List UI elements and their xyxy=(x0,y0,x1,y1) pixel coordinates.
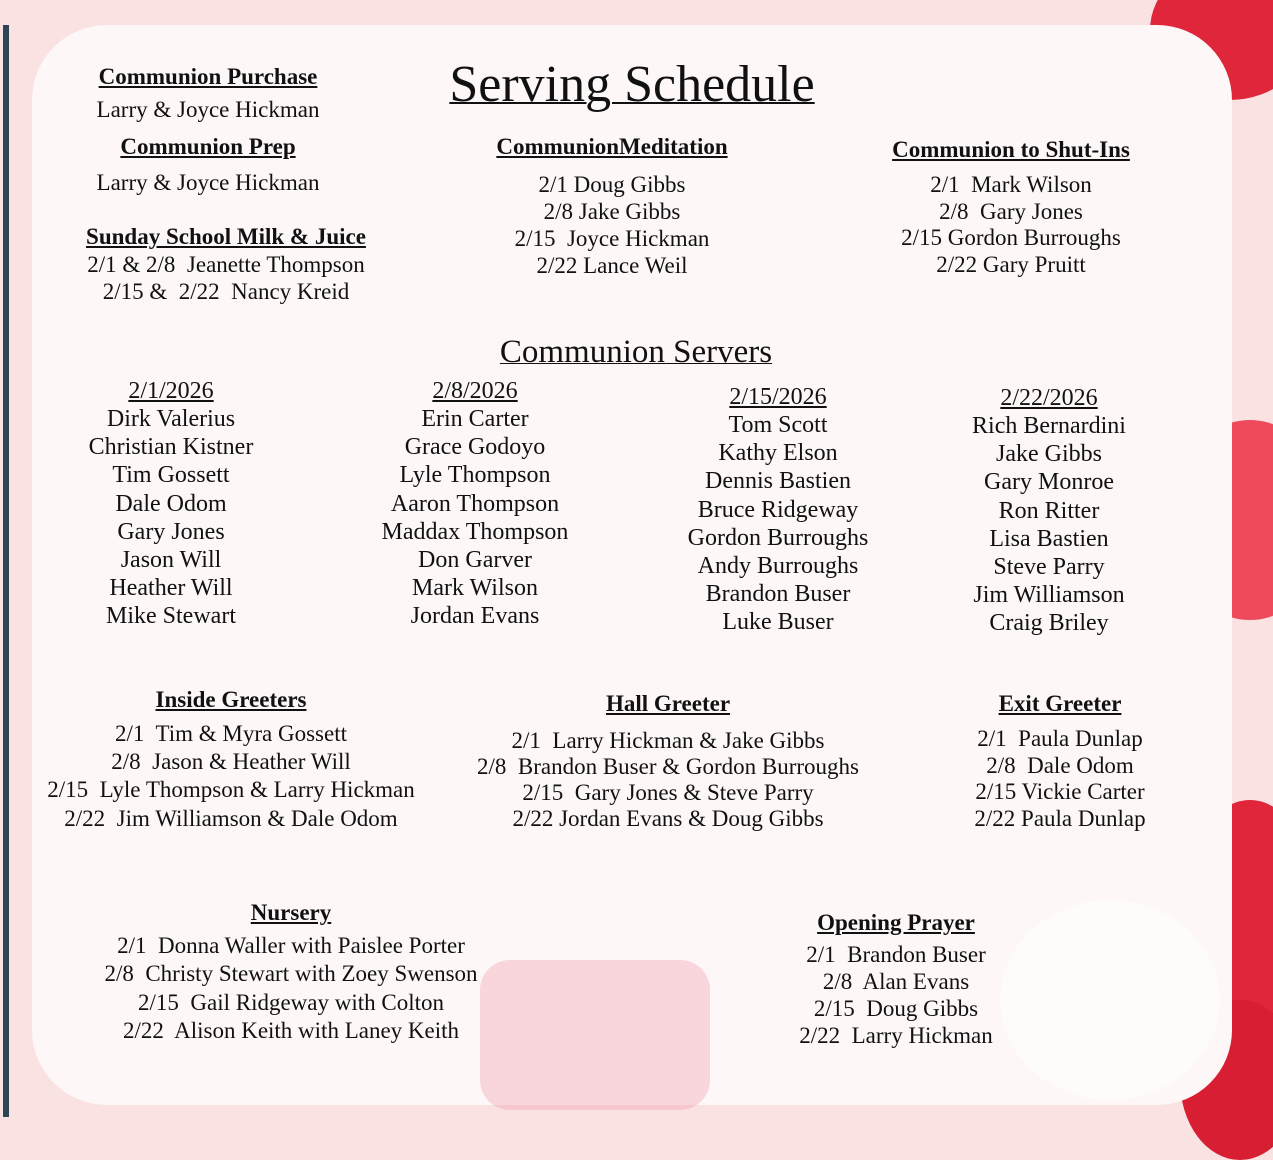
server-name: Grace Godoyo xyxy=(404,434,546,461)
hall-greeter-line: 2/8 Brandon Buser & Gordon Burroughs xyxy=(476,754,860,779)
shut-ins-line: 2/1 Mark Wilson xyxy=(930,172,1092,197)
server-name: Kathy Elson xyxy=(718,440,838,467)
inside-greeters-heading: Inside Greeters xyxy=(155,687,307,712)
opening-prayer-line: 2/1 Brandon Buser xyxy=(806,942,986,967)
server-name: Don Garver xyxy=(418,547,532,573)
exit-greeter-line: 2/22 Paula Dunlap xyxy=(974,806,1146,831)
sunday-school-heading: Sunday School Milk & Juice xyxy=(86,224,366,249)
server-name: Ron Ritter xyxy=(998,497,1100,524)
communion-prep-line: Larry & Joyce Hickman xyxy=(96,170,320,195)
hall-greeter-line: 2/1 Larry Hickman & Jake Gibbs xyxy=(511,728,825,753)
server-date: 2/8/2026 xyxy=(432,378,518,404)
server-name: Heather Will xyxy=(109,575,233,602)
nursery-heading: Nursery xyxy=(250,900,332,925)
exit-greeter-line: 2/15 Vickie Carter xyxy=(975,779,1145,804)
inside-greeters-line: 2/8 Jason & Heather Will xyxy=(111,749,351,774)
server-name: Luke Buser xyxy=(722,609,834,636)
server-name: Mark Wilson xyxy=(412,575,538,602)
shut-ins-line: 2/22 Gary Pruitt xyxy=(936,252,1086,277)
server-name: Jordan Evans xyxy=(410,603,540,630)
server-name: Mike Stewart xyxy=(106,603,236,630)
inside-greeters-line: 2/15 Lyle Thompson & Larry Hickman xyxy=(47,777,415,802)
hall-greeter-line: 2/15 Gary Jones & Steve Parry xyxy=(522,780,814,805)
shut-ins-heading: Communion to Shut-Ins xyxy=(892,137,1130,162)
server-name: Aaron Thompson xyxy=(390,490,560,517)
server-date: 2/15/2026 xyxy=(729,384,827,410)
meditation-line: 2/22 Lance Weil xyxy=(536,253,688,278)
server-name: Maddax Thompson xyxy=(381,518,569,545)
server-name: Dale Odom xyxy=(115,490,227,517)
server-name: Tim Gossett xyxy=(112,462,230,489)
nursery-line: 2/8 Christy Stewart with Zoey Swenson xyxy=(104,961,478,986)
server-name: Brandon Buser xyxy=(705,581,851,608)
exit-greeter-line: 2/8 Dale Odom xyxy=(986,753,1134,778)
nursery-line: 2/22 Alison Keith with Laney Keith xyxy=(122,1018,460,1043)
server-name: Steve Parry xyxy=(993,554,1105,580)
hall-greeter-heading: Hall Greeter xyxy=(605,691,731,716)
shut-ins-line: 2/15 Gordon Burroughs xyxy=(901,225,1121,250)
server-name: Lisa Bastien xyxy=(989,525,1109,552)
opening-prayer-line: 2/15 Doug Gibbs xyxy=(813,996,979,1021)
side-bar xyxy=(3,25,9,1117)
server-name: Gordon Burroughs xyxy=(687,524,869,551)
sunday-school-line: 2/1 & 2/8 Jeanette Thompson xyxy=(87,252,365,277)
shut-ins-line: 2/8 Gary Jones xyxy=(939,199,1083,224)
server-name: Tom Scott xyxy=(728,412,828,438)
nursery-line: 2/15 Gail Ridgeway with Colton xyxy=(137,990,445,1015)
opening-prayer-line: 2/8 Alan Evans xyxy=(822,969,970,994)
meditation-line: 2/8 Jake Gibbs xyxy=(543,199,681,224)
inside-greeters-line: 2/22 Jim Williamson & Dale Odom xyxy=(64,806,398,831)
inside-greeters-line: 2/1 Tim & Myra Gossett xyxy=(115,721,347,746)
hall-greeter-line: 2/22 Jordan Evans & Doug Gibbs xyxy=(512,806,824,831)
communion-prep-heading: Communion Prep xyxy=(120,134,296,159)
server-date: 2/22/2026 xyxy=(1000,385,1098,411)
bow-decoration xyxy=(480,960,710,1110)
exit-greeter-line: 2/1 Paula Dunlap xyxy=(977,726,1143,751)
heart-decoration xyxy=(1000,900,1220,1100)
server-name: Dirk Valerius xyxy=(106,406,236,432)
meditation-line: 2/15 Joyce Hickman xyxy=(514,226,710,251)
server-name: Craig Briley xyxy=(989,610,1109,637)
server-name: Jim Williamson xyxy=(973,582,1125,609)
server-name: Dennis Bastien xyxy=(705,468,851,495)
communion-servers-heading: Communion Servers xyxy=(499,334,773,370)
server-name: Lyle Thompson xyxy=(399,462,551,489)
meditation-line: 2/1 Doug Gibbs xyxy=(538,172,686,197)
communion-purchase-line: Larry & Joyce Hickman xyxy=(96,97,320,122)
server-name: Erin Carter xyxy=(421,406,529,432)
opening-prayer-heading: Opening Prayer xyxy=(817,910,975,935)
server-name: Jason Will xyxy=(120,547,222,573)
server-name: Christian Kistner xyxy=(88,434,254,461)
sunday-school-line: 2/15 & 2/22 Nancy Kreid xyxy=(102,279,350,304)
server-name: Jake Gibbs xyxy=(996,441,1102,468)
server-date: 2/1/2026 xyxy=(128,378,214,404)
server-name: Andy Burroughs xyxy=(697,553,859,579)
nursery-line: 2/1 Donna Waller with Paislee Porter xyxy=(117,933,465,958)
exit-greeter-heading: Exit Greeter xyxy=(998,691,1122,716)
meditation-heading: CommunionMeditation xyxy=(496,134,728,159)
server-name: Rich Bernardini xyxy=(972,413,1126,439)
page-title: Serving Schedule xyxy=(449,56,815,113)
opening-prayer-line: 2/22 Larry Hickman xyxy=(799,1023,993,1048)
communion-purchase-heading: Communion Purchase xyxy=(98,64,318,89)
server-name: Bruce Ridgeway xyxy=(697,496,859,523)
server-name: Gary Monroe xyxy=(984,469,1114,496)
server-name: Gary Jones xyxy=(117,518,225,545)
